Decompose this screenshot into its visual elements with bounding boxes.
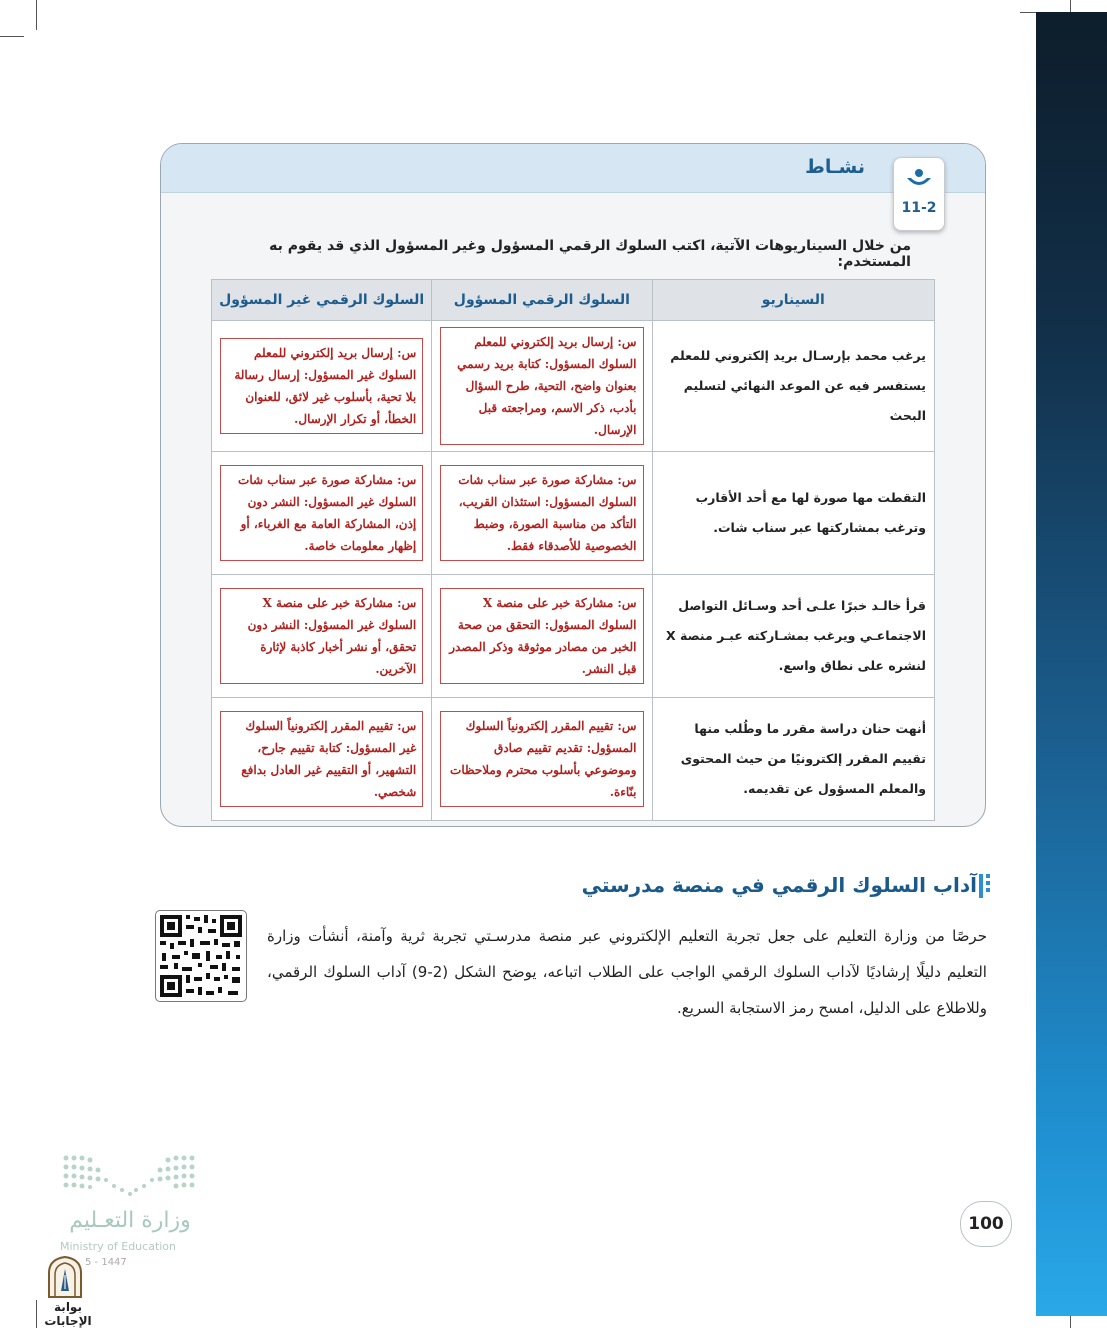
irresponsible-answer: س: مشاركة خبر على منصة X السلوك غير المسؤول: النشر دون تحقق، أو نشر أخبار كاذبة لإثارة الآخرين. (220, 588, 423, 684)
scenario-cell: التقطت مها صورة لها مع أحد الأقارب وترغب بمشاركتها عبر سناب شات. (652, 452, 934, 575)
responsible-answer: س: تقييم المقرر إلكترونياً السلوك المسؤول: تقديم تقييم صادق وموضوعي بأسلوب محترم وملاحظات بنّاءة. (440, 711, 643, 807)
qr-code[interactable] (155, 910, 247, 1002)
table-row (212, 452, 935, 575)
crop-mark (36, 0, 37, 30)
header-responsible: السلوك الرقمي المسؤول (432, 280, 652, 321)
scenario-cell: يرغب محمد بإرسـال بريد إلكتروني للمعلم يستفسر فيه عن الموعد النهائي لتسليم البحث (652, 321, 934, 452)
table-row (212, 575, 935, 698)
responsible-cell (432, 575, 652, 698)
responsible-answer: س: إرسال بريد إلكتروني للمعلم السلوك المسؤول: كتابة بريد رسمي بعنوان واضح، التحية، طرح السؤال بأدب، ذكر الاسم، ومراجعته قبل الإرسال. (440, 327, 643, 445)
section-title-marker (979, 874, 991, 898)
irresponsible-answer: س: تقييم المقرر إلكترونياً السلوك غير المسؤول: كتابة تقييم جارح، التشهير، أو التقييم غير العادل بدافع شخصي. (220, 711, 423, 807)
ministry-name-arabic: وزارة التعـليم (69, 1208, 191, 1233)
irresponsible-cell (212, 575, 432, 698)
portal-name: بوابة الإجابات (44, 1300, 92, 1328)
activity-number: 11-2 (901, 200, 937, 216)
irresponsible-cell (212, 698, 432, 821)
scenario-cell: أنهت حنان دراسة مقرر ما وطُلب منها تقييم المقرر إلكترونيًا من حيث المحتوى والمعلم المسؤول عن تقديمه. (652, 698, 934, 821)
section-title: آداب السلوك الرقمي في منصة مدرستي (581, 873, 977, 897)
table-header-row (212, 280, 935, 321)
edition-year: 5 - 1447 (85, 1257, 127, 1268)
irresponsible-answer: س: إرسال بريد إلكتروني للمعلم السلوك غير المسؤول: إرسال رسالة بلا تحية، بأسلوب غير لائق، للعنوان الخطأ، أو تكرار الإرسال. (220, 338, 423, 434)
activity-title: نشـاط (805, 156, 865, 178)
scenario-cell: قرأ خالـد خبرًا علـى أحد وسـائل التواصل الاجتماعـي ويرغب بمشـاركته عبـر منصة X لنشره على نطاق واسع. (652, 575, 934, 698)
irresponsible-cell (212, 452, 432, 575)
header-irresponsible: السلوك الرقمي غير المسؤول (212, 280, 432, 321)
responsible-cell (432, 698, 652, 821)
table-row (212, 321, 935, 452)
table-row (212, 698, 935, 821)
activity-instruction: من خلال السيناريوهات الآتية، اكتب السلوك الرقمي المسؤول وغير المسؤول الذي قد يقوم به المستخدم: (269, 238, 911, 270)
responsible-answer: س: مشاركة خبر على منصة X السلوك المسؤول: التحقق من صحة الخبر من مصادر موثوقة وذكر المصدر قبل النشر. (440, 588, 643, 684)
activity-badge (893, 157, 945, 231)
page-number: 100 (960, 1201, 1012, 1247)
activity-header (161, 144, 985, 193)
crop-mark (0, 36, 24, 37)
irresponsible-answer: س: مشاركة صورة عبر سناب شات السلوك غير المسؤول: النشر دون إذن، المشاركة العامة مع الغرباء، أو إظهار معلومات خاصة. (220, 465, 423, 561)
irresponsible-cell (212, 321, 432, 452)
responsible-cell (432, 321, 652, 452)
activity-icon (904, 168, 934, 194)
qr-code-icon (156, 911, 246, 1001)
scenario-table (211, 279, 935, 821)
ministry-logo-icon (60, 1152, 200, 1198)
ministry-name-english: Ministry of Education (60, 1240, 177, 1253)
side-color-bar (1036, 12, 1107, 1316)
section-paragraph: حرصًا من وزارة التعليم على جعل تجربة التعليم الإلكتروني عبر منصة مدرسـتي تجربة ثرية وآمنة، أنشأت وزارة التعليم دليلًا إرشاديًا لآداب السلوك الرقمي الواجب على الطلاب اتباعه، يوضح الشكل (2-9) آداب السلوك الرقمي، وللاطلاع على الدليل، امسح رمز الاستجابة السريع. (267, 927, 987, 1017)
portal-logo-icon (43, 1255, 87, 1299)
header-scenario: السيناريو (652, 280, 934, 321)
responsible-answer: س: مشاركة صورة عبر سناب شات السلوك المسؤول: استئذان القريب، التأكد من مناسبة الصورة، وضبط الخصوصية للأصدقاء فقط. (440, 465, 643, 561)
responsible-cell (432, 452, 652, 575)
